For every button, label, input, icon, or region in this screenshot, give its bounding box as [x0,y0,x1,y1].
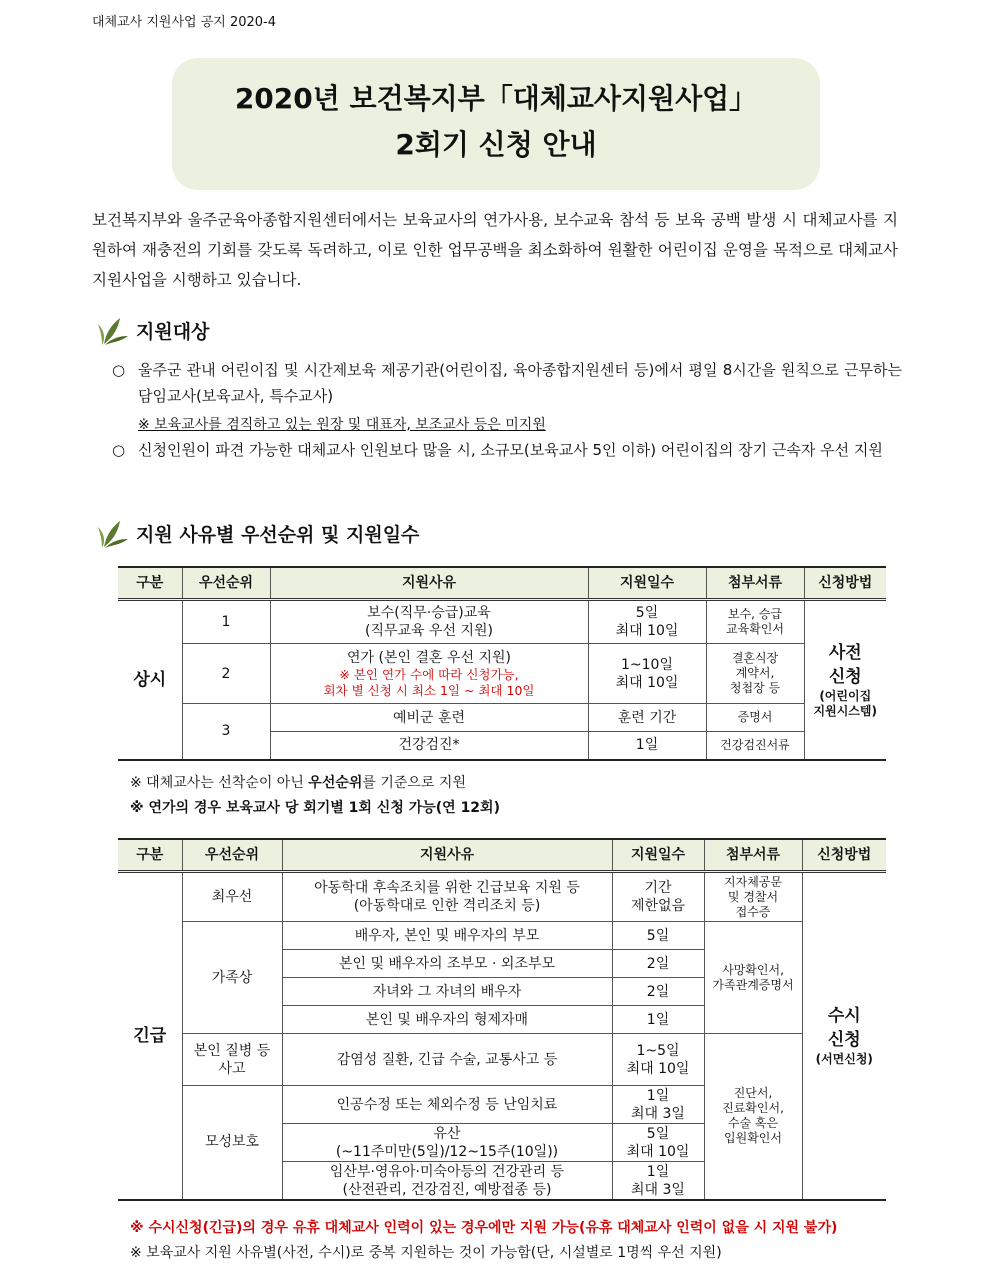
days-cell: 5일 최대 10일 [588,600,706,644]
note-emergency-availability: ※ 수시신청(긴급)의 경우 유휴 대체교사 인력이 있는 경우에만 지원 가능(유휴 대체교사 인력이 없을 시 지원 불가) [130,1220,838,1236]
days-cell: 1일 [588,732,706,760]
page-title-line2: 2회기 신청 안내 [395,128,597,161]
docs-cell: 진단서, 진료확인서, 수술 혹은 입원확인서 [704,1034,802,1200]
reason-cell: 연가 (본인 결혼 우선 지원) ※ 본인 연가 수에 따라 신청가능, 회차 별 신청 시 최소 1일 ~ 최대 10일 [270,644,588,704]
days-cell: 1~5일 최대 10일 [612,1034,704,1086]
header-reason: 지원사유 [282,839,612,872]
note-priority: ※ 대체교사는 선착순이 아닌 우선순위를 기준으로 지원 [130,775,466,791]
table-row [118,644,886,704]
bullet-mark: ○ [112,441,126,459]
docs-cell: 결혼식장 계약서, 청첩장 등 [706,644,804,704]
bullet-text: 신청인원이 파견 가능한 대체교사 인원보다 많을 시, 소규모(보육교사 5인 이하) 어린이집의 장기 근속자 우선 지원 [138,441,883,459]
reason-cell: 본인 및 배우자의 형제자매 [282,1006,612,1034]
days-cell: 1일 최대 3일 [612,1162,704,1200]
days-cell: 2일 [612,950,704,978]
docs-cell: 보수, 승급 교육확인서 [706,600,804,644]
reason-cell: 예비군 훈련 [270,704,588,732]
target-bullet-1 [112,357,902,409]
section-heading-target [96,312,209,348]
days-cell: 2일 [612,978,704,1006]
days-cell: 1일 [612,1006,704,1034]
days-cell: 5일 [612,922,704,950]
docs-cell: 건강검진서류 [706,732,804,760]
priority-cell: 1 [182,600,270,644]
header-docs: 첨부서류 [704,839,802,872]
method-cell: 수시 신청 (서면신청) [802,872,886,1200]
table-row [118,1034,886,1086]
days-cell: 1~10일 최대 10일 [588,644,706,704]
reason-cell: 배우자, 본인 및 배우자의 부모 [282,922,612,950]
docs-cell: 지자체공문 및 경찰서 접수증 [704,872,802,922]
docs-cell: 사망확인서, 가족관계증명서 [704,922,802,1034]
header-priority: 우선순위 [182,839,282,872]
method-cell: 사전 신청 (어린이집 지원시스템) [804,600,886,760]
emergency-support-table [118,838,886,1201]
bullet-mark: ○ [112,361,126,379]
table-row [118,872,886,922]
table-row [118,922,886,950]
note-duplicate-support: ※ 보육교사 지원 사유별(사전, 수시)로 중복 지원하는 것이 가능함(단, 시설별로 1명씩 우선 지원) [130,1245,722,1261]
reason-cell: 자녀와 그 자녀의 배우자 [282,978,612,1006]
category-cell: 상시 [118,600,182,760]
leaf-icon [96,515,132,551]
priority-cell: 3 [182,704,270,760]
leaf-icon [96,312,132,348]
notice-code: 대체교사 지원사업 공지 2020-4 [92,15,277,30]
priority-cell: 본인 질병 등 사고 [182,1034,282,1086]
header-docs: 첨부서류 [706,567,804,600]
docs-cell: 증명서 [706,704,804,732]
header-method: 신청방법 [804,567,886,600]
section-title: 지원대상 [136,320,210,343]
days-cell: 훈련 기간 [588,704,706,732]
target-bullet-2 [112,437,902,463]
bullet-text: 울주군 관내 어린이집 및 시간제보육 제공기관(어린이집, 육아종합지원센터 등)에서 평일 8시간을 원칙으로 근무하는 담임교사(보육교사, 특수교사) [138,361,902,405]
reason-cell: 아동학대 후속조치를 위한 긴급보육 지원 등 (아동학대로 인한 격리조치 등) [282,872,612,922]
section-heading-priority [96,515,419,551]
header-category: 구분 [118,567,182,600]
category-cell: 긴급 [118,872,182,1200]
table-row [118,704,886,732]
reason-cell: 보수(직무·승급)교육 (직무교육 우선 지원) [270,600,588,644]
priority-cell: 2 [182,644,270,704]
reason-cell: 건강검진* [270,732,588,760]
header-days: 지원일수 [588,567,706,600]
priority-cell: 가족상 [182,922,282,1034]
days-cell: 5일 최대 10일 [612,1124,704,1162]
header-category: 구분 [118,839,182,872]
priority-cell: 모성보호 [182,1086,282,1200]
exclusion-note: ※ 보육교사를 겸직하고 있는 원장 및 대표자, 보조교사 등은 미지원 [138,417,546,433]
header-method: 신청방법 [802,839,886,872]
priority-cell: 최우선 [182,872,282,922]
title-box [172,58,820,190]
page-title-line1: 2020년 보건복지부「대체교사지원사업」 [234,82,758,115]
reason-cell: 본인 및 배우자의 조부모 · 외조부모 [282,950,612,978]
reason-cell: 인공수정 또는 체외수정 등 난임치료 [282,1086,612,1124]
header-days: 지원일수 [612,839,704,872]
table-row [118,600,886,644]
reason-cell: 임산부·영유아·미숙아등의 건강관리 등 (산전관리, 건강검진, 예방접종 등) [282,1162,612,1200]
note-annual-leave: ※ 연가의 경우 보육교사 당 회기별 1회 신청 가능(연 12회) [130,800,500,816]
header-priority: 우선순위 [182,567,270,600]
days-cell: 1일 최대 3일 [612,1086,704,1124]
header-reason: 지원사유 [270,567,588,600]
section-title: 지원 사유별 우선순위 및 지원일수 [136,523,420,546]
intro-paragraph: 보건복지부와 울주군육아종합지원센터에서는 보육교사의 연가사용, 보수교육 참석 등 보육 공백 발생 시 대체교사를 지원하여 재충전의 기회를 갖도록 독려하고, 이로 인한 업무공백을 최소화하여 원활한 어린이집 운영을 목적으로 대체교사지원사업을 시행하고 있습니다. [92,211,898,289]
reason-cell: 감염성 질환, 긴급 수술, 교통사고 등 [282,1034,612,1086]
days-cell: 기간 제한없음 [612,872,704,922]
reason-cell: 유산 (~11주미만(5일)/12~15주(10일)) [282,1124,612,1162]
regular-support-table [118,566,886,761]
